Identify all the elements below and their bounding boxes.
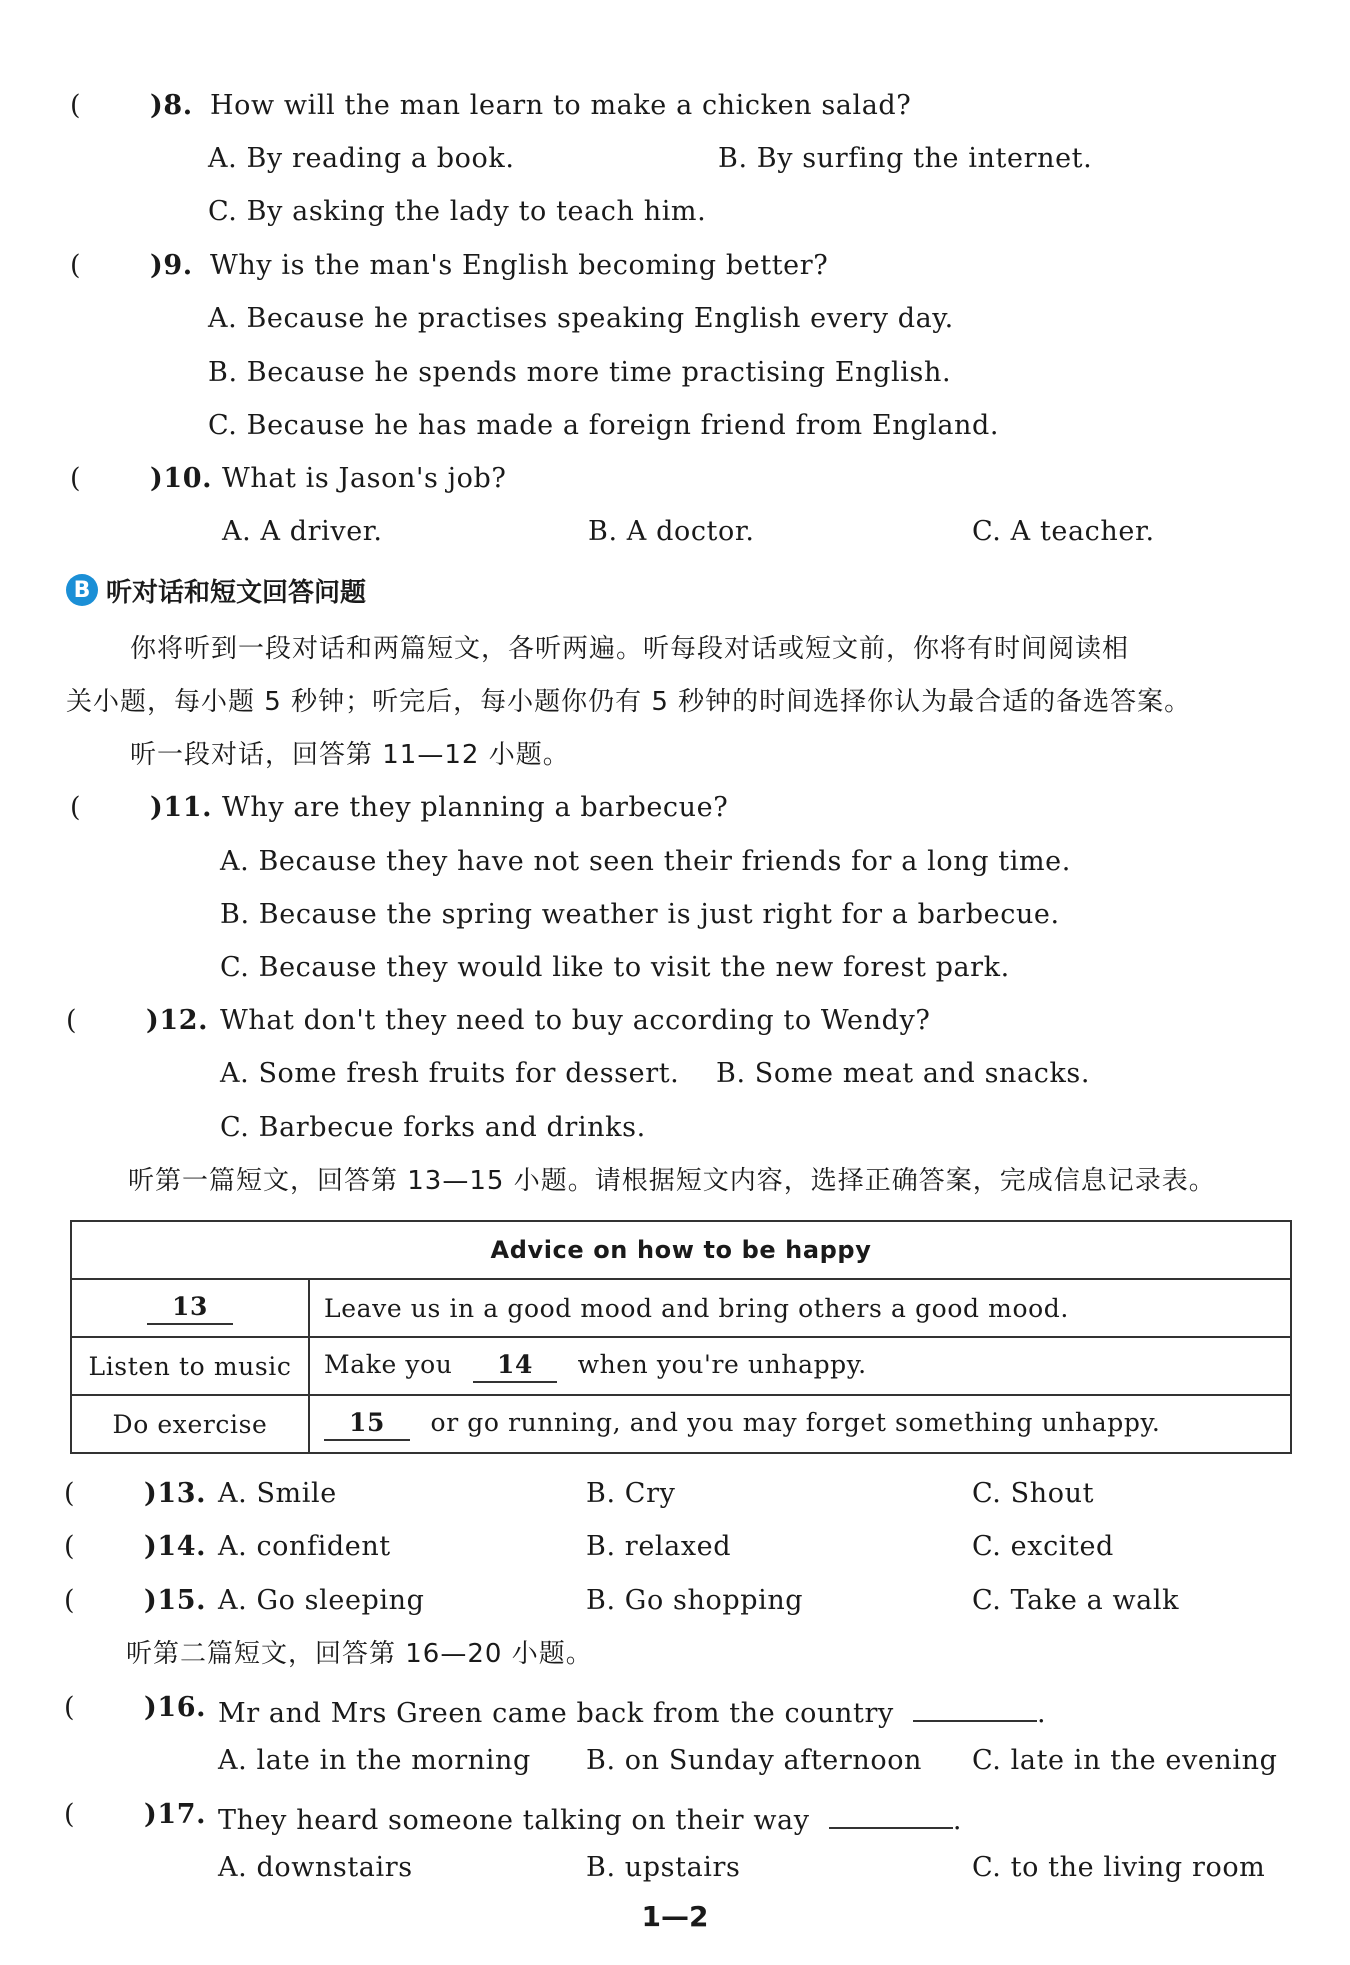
question-text-content: They heard someone talking on their way: [218, 1805, 810, 1836]
question-number: )11.: [150, 792, 213, 823]
option-c[interactable]: C. to the living room: [972, 1852, 1266, 1883]
table-cell: Leave us in a good mood and bring others a good mood.: [309, 1279, 1291, 1337]
option-b[interactable]: B. upstairs: [586, 1852, 741, 1883]
answer-paren: (: [70, 463, 82, 494]
table-cell: [71, 1279, 309, 1337]
blank-14[interactable]: 14: [473, 1350, 557, 1383]
option-c[interactable]: C. Take a walk: [972, 1585, 1180, 1616]
option-a[interactable]: A. By reading a book.: [208, 143, 515, 174]
option-b[interactable]: B. on Sunday afternoon: [586, 1745, 923, 1776]
passage-1-intro: 听第一篇短文，回答第 13—15 小题。请根据短文内容，选择正确答案，完成信息记录表。: [128, 1166, 1216, 1196]
table-cell: Do exercise: [71, 1395, 309, 1453]
question-text: How will the man learn to make a chicken salad?: [210, 90, 912, 121]
answer-paren: (: [70, 90, 82, 121]
table-cell: [309, 1337, 1291, 1395]
option-b[interactable]: B. By surfing the internet.: [718, 143, 1093, 174]
question-text: [218, 1690, 1046, 1732]
page-number: 1—2: [641, 1900, 709, 1933]
section-badge: B: [66, 574, 98, 606]
blank-15[interactable]: 15: [324, 1408, 410, 1441]
option-a[interactable]: A. Go sleeping: [218, 1585, 425, 1616]
table-title: Advice on how to be happy: [71, 1221, 1291, 1279]
table-row: [71, 1279, 1291, 1337]
passage-2-intro: 听第二篇短文，回答第 16—20 小题。: [126, 1639, 593, 1669]
option-b[interactable]: B. Some meat and snacks.: [716, 1058, 1091, 1089]
option-c[interactable]: C. Because he has made a foreign friend from England.: [208, 410, 1000, 441]
option-a[interactable]: A. Some fresh fruits for dessert.: [220, 1058, 680, 1089]
option-c[interactable]: C. Barbecue forks and drinks.: [220, 1112, 646, 1143]
option-b[interactable]: B. Go shopping: [586, 1585, 804, 1616]
answer-paren: (: [64, 1531, 76, 1562]
answer-paren: (: [64, 1692, 76, 1723]
sentence-end: .: [1037, 1698, 1047, 1729]
option-c[interactable]: C. A teacher.: [972, 516, 1155, 547]
option-a[interactable]: A. A driver.: [222, 516, 383, 547]
cell-text: Make you: [324, 1349, 453, 1379]
table-cell: [309, 1395, 1291, 1453]
option-a[interactable]: A. confident: [218, 1531, 391, 1562]
answer-paren: (: [66, 1005, 78, 1036]
blank-13[interactable]: 13: [147, 1292, 233, 1325]
dialog-intro: 听一段对话，回答第 11—12 小题。: [130, 740, 570, 770]
question-number: )12.: [146, 1005, 209, 1036]
cell-text: or go running, and you may forget something unhappy.: [430, 1407, 1161, 1437]
question-text: What is Jason's job?: [222, 463, 507, 494]
question-number: )13.: [144, 1478, 207, 1509]
sentence-end: .: [952, 1805, 962, 1836]
info-record-table: [70, 1220, 1292, 1454]
answer-paren: (: [70, 250, 82, 281]
question-text: What don't they need to buy according to Wendy?: [220, 1005, 931, 1036]
question-text: [218, 1797, 962, 1839]
answer-paren: (: [64, 1478, 76, 1509]
answer-paren: (: [64, 1799, 76, 1830]
answer-paren: (: [70, 792, 82, 823]
answer-paren: (: [64, 1585, 76, 1616]
option-c[interactable]: C. By asking the lady to teach him.: [208, 196, 707, 227]
option-a[interactable]: A. Because he practises speaking English every day.: [208, 303, 954, 334]
option-c[interactable]: C. excited: [972, 1531, 1114, 1562]
option-a[interactable]: A. Because they have not seen their friends for a long time.: [220, 846, 1071, 877]
question-text-content: Mr and Mrs Green came back from the country: [218, 1698, 894, 1729]
question-number: )10.: [150, 463, 213, 494]
table-row: [71, 1337, 1291, 1395]
question-number: )14.: [144, 1531, 207, 1562]
instructions-line-2: 关小题，每小题 5 秒钟；听完后，每小题你仍有 5 秒钟的时间选择你认为最合适的备选答案。: [66, 687, 1192, 717]
cell-text: when you're unhappy.: [577, 1349, 867, 1379]
question-text: Why is the man's English becoming better?: [210, 250, 829, 281]
option-c[interactable]: C. Shout: [972, 1478, 1095, 1509]
section-b-heading: [66, 572, 366, 608]
question-number: )16.: [144, 1692, 207, 1723]
instructions-line-1: 你将听到一段对话和两篇短文，各听两遍。听每段对话或短文前，你将有时间阅读相: [130, 634, 1130, 664]
table-row: [71, 1395, 1291, 1453]
question-number: )17.: [144, 1799, 207, 1830]
question-number: )8.: [150, 90, 193, 121]
option-a[interactable]: A. Smile: [218, 1478, 337, 1509]
option-b[interactable]: B. relaxed: [586, 1531, 732, 1562]
table-cell: Listen to music: [71, 1337, 309, 1395]
option-a[interactable]: A. late in the morning: [218, 1745, 531, 1776]
option-c[interactable]: C. late in the evening: [972, 1745, 1278, 1776]
option-b[interactable]: B. A doctor.: [588, 516, 755, 547]
option-b[interactable]: B. Because the spring weather is just right for a barbecue.: [220, 899, 1060, 930]
option-a[interactable]: A. downstairs: [218, 1852, 413, 1883]
question-number: )9.: [150, 250, 193, 281]
answer-blank[interactable]: [913, 1690, 1037, 1722]
option-c[interactable]: C. Because they would like to visit the new forest park.: [220, 952, 1010, 983]
section-title: 听对话和短文回答问题: [106, 577, 367, 608]
question-number: )15.: [144, 1585, 207, 1616]
question-text: Why are they planning a barbecue?: [222, 792, 729, 823]
option-b[interactable]: B. Cry: [586, 1478, 676, 1509]
answer-blank[interactable]: [829, 1797, 953, 1829]
option-b[interactable]: B. Because he spends more time practising English.: [208, 357, 952, 388]
